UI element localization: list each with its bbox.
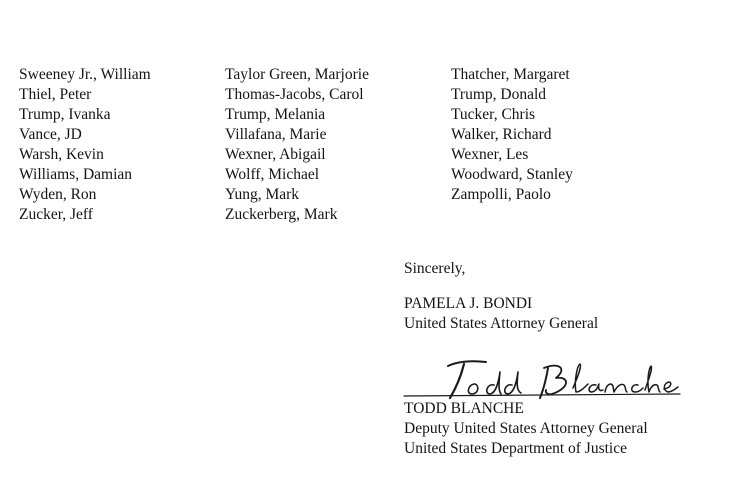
list-item: Williams, Damian: [19, 166, 133, 183]
signer-department: United States Department of Justice: [404, 440, 627, 457]
closing-salutation: Sincerely,: [404, 260, 466, 277]
list-item: Zampolli, Paolo: [451, 186, 551, 203]
signer-block-attorney-general: [404, 294, 598, 334]
list-item: Trump, Donald: [451, 86, 547, 103]
list-item: Yung, Mark: [225, 186, 300, 203]
list-item: Walker, Richard: [451, 126, 552, 143]
signer-name: PAMELA J. BONDI: [404, 295, 533, 312]
list-item: Sweeney Jr., William: [19, 66, 151, 83]
name-list-column-3: [451, 65, 573, 205]
list-item: Trump, Ivanka: [19, 106, 111, 123]
list-item: Wexner, Les: [451, 146, 529, 163]
list-item: Thatcher, Margaret: [451, 66, 570, 83]
list-item: Wolff, Michael: [225, 166, 320, 183]
signer-title: Deputy United States Attorney General: [404, 420, 648, 437]
list-item: Vance, JD: [19, 126, 82, 143]
list-item: Villafana, Marie: [225, 126, 327, 143]
name-list-column-1: [19, 65, 151, 225]
list-item: Zuckerberg, Mark: [225, 206, 338, 223]
list-item: Wexner, Abigail: [225, 146, 326, 163]
list-item: Zucker, Jeff: [19, 206, 93, 223]
list-item: Wyden, Ron: [19, 186, 97, 203]
list-item: Trump, Melania: [225, 106, 326, 123]
name-list-column-2: [225, 65, 369, 225]
list-item: Tucker, Chris: [451, 106, 536, 123]
signer-block-deputy-attorney-general: [404, 399, 648, 459]
list-item: Woodward, Stanley: [451, 166, 573, 183]
list-item: Taylor Green, Marjorie: [225, 66, 369, 83]
list-item: Thiel, Peter: [19, 86, 92, 103]
list-item: Thomas-Jacobs, Carol: [225, 86, 364, 103]
list-item: Warsh, Kevin: [19, 146, 104, 163]
signer-name: TODD BLANCHE: [404, 400, 524, 417]
signer-title: United States Attorney General: [404, 315, 599, 332]
